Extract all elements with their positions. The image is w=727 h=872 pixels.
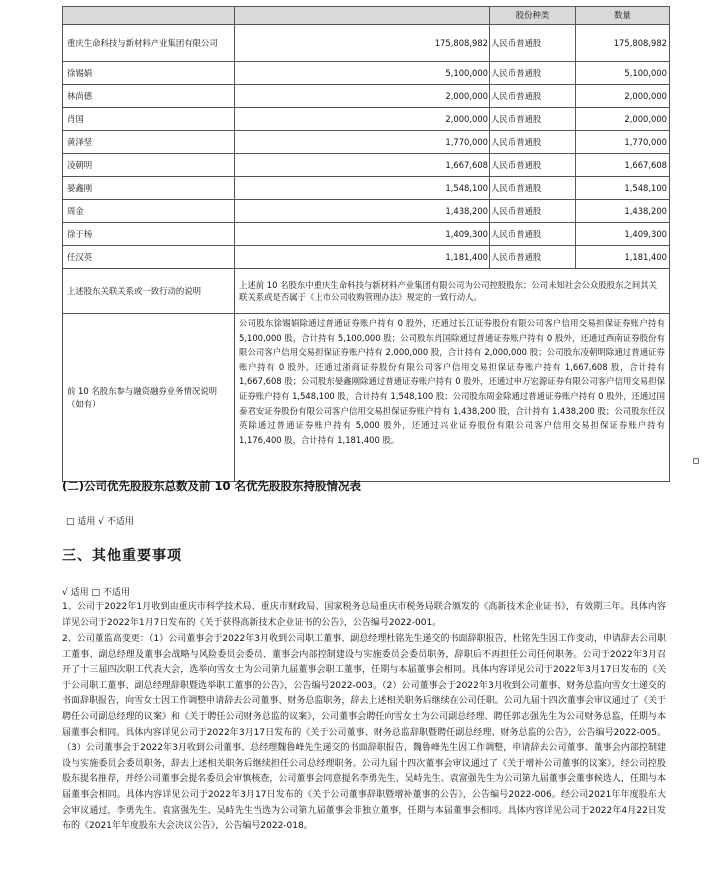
table-row [63,246,670,269]
table-row [63,85,670,108]
shareholder-name-cell: 晏鑫刚 [63,177,235,200]
shares-held-cell: 1,181,400 [235,246,490,269]
share-class-cell: 人民币普通股 [490,177,576,200]
table-row [63,269,670,314]
quantity-cell: 175,808,982 [576,25,670,62]
shareholder-name-cell: 任汉英 [63,246,235,269]
quantity-cell: 1,548,100 [576,177,670,200]
share-class-cell: 人民币普通股 [490,62,576,85]
shares-held-cell: 1,409,300 [235,223,490,246]
paragraph-2: 2、公司董监高变更：（1）公司董事会于2022年3月收到公司职工董事、副总经理杜铭先生递交的书面辞职报告，杜铭先生因工作变动，申请辞去公司职工董事、副总经理及董事会战略与风险委员会委员、董事会内部控制建设与实施委员会委员职务，辞职后不再担任公司任何职务。公司于2022年3月召开了十三届四次职工代表大会，选举向雪女士为公司第九届董事会职工董事，任期与本届董事会相同。具体内容详见公司于2022年3月17日发布的《关于公司职工董事、副总经理辞职暨选举职工董事的公告》，公告编号2022-003。（2）公司董事会于2022年3月收到公司董事、财务总监向雪女士递交的书面辞职报告，向雪女士因工作调整申请辞去公司董事、财务总监职务，辞去上述相关职务后继续在公司任职。公司九届十四次董事会审议通过了《关于聘任公司副总经理的议案》和《关于聘任公司财务总监的议案》，公司董事会聘任向雪女士为公司副总经理、聘任郭志强先生为公司财务总监，任期与本届董事会相同。具体内容详见公司于2022年3月17日发布的《关于公司董事、财务总监辞职暨聘任副总经理、财务总监的公告》，公告编号2022-005。（3）公司董事会于2022年3月收到公司董事、总经理魏鲁峰先生递交的书面辞职报告，魏鲁峰先生因工作调整，申请辞去公司董事、董事会内部控制建设与实施委员会委员职务，辞去上述相关职务后继续担任公司总经理职务。公司九届十四次董事会审议通过了《关于增补公司董事的议案》，经公司控股股东提名推荐，并经公司董事会提名委员会审慎核查，公司董事会同意提名李勇先生、吴峙先生、袁富强先生为公司第九届董事会董事候选人，任期与本届董事会相同。具体内容详见公司于2022年3月17日发布的《关于公司董事辞职暨增补董事的公告》，公告编号2022-006。经公司2021年年度股东大会审议通过，李勇先生、袁富强先生、吴峙先生当选为公司第九届董事会非独立董事，任期与本届董事会相同。具体内容详见公司于2022年4月22日发布的《2021年年度股东大会决议公告》，公告编号2022-018。 [62,634,666,832]
relation-text-cell: 上述前 10 名股东中重庆生命科技与新材料产业集团有限公司为公司控股股东；公司未知社会公众股股东之间其关联关系或是否属于《上市公司收购管理办法》规定的一致行动人。 [235,269,670,314]
shareholder-name-cell: 黄泽坚 [63,131,235,154]
paragraph-1: 1、公司于2022年1月收到由重庆市科学技术局、重庆市财政局、国家税务总局重庆市税务局联合颁发的《高新技术企业证书》，有效期三年。具体内容详见公司于2022年1月7日发布的《关于获得高新技术企业证书的公告》，公告编号2022-001。 [62,602,666,628]
shareholder-name-cell: 林尚德 [63,85,235,108]
quantity-cell: 2,000,000 [576,85,670,108]
header-share-class: 股份种类 [490,7,576,25]
quantity-cell: 2,000,000 [576,108,670,131]
share-class-cell: 人民币普通股 [490,223,576,246]
header-cell [63,7,235,25]
share-class-cell: 人民币普通股 [490,200,576,223]
quantity-cell: 1,409,300 [576,223,670,246]
shareholder-name-cell: 徐锡娟 [63,62,235,85]
shareholder-name-cell: 肖国 [63,108,235,131]
quantity-cell: 1,181,400 [576,246,670,269]
other-matters-applicable: √ 适用 □ 不适用 [62,588,130,598]
shareholder-name-cell: 凌朝明 [63,154,235,177]
preferred-shares-section-title: (二)公司优先股股东总数及前 10 名优先股股东持股情况表 [62,479,362,493]
top-10-shareholders-table [62,6,670,482]
share-class-cell: 人民币普通股 [490,25,576,62]
quantity-cell: 1,770,000 [576,131,670,154]
preferred-shares-applicable: □ 适用 √ 不适用 [66,517,134,527]
other-matters-section-title: 三、其他重要事项 [62,548,182,564]
quantity-cell: 1,438,200 [576,200,670,223]
header-quantity: 数量 [576,7,670,25]
shares-held-cell: 1,438,200 [235,200,490,223]
header-cell [235,7,490,25]
shareholder-name-cell: 周金 [63,200,235,223]
share-class-cell: 人民币普通股 [490,154,576,177]
shareholder-name-cell: 重庆生命科技与新材料产业集团有限公司 [63,25,235,62]
shareholder-name-cell: 徐于杨 [63,223,235,246]
table-row [63,25,670,62]
table-row [63,177,670,200]
table-row [63,131,670,154]
table-row [63,154,670,177]
table-row [63,223,670,246]
share-class-cell: 人民币普通股 [490,108,576,131]
table-corner-mark [693,458,699,464]
table-row [63,108,670,131]
shares-held-cell: 175,808,982 [235,25,490,62]
shares-held-cell: 1,770,000 [235,131,490,154]
table-header-row [63,7,670,25]
share-class-cell: 人民币普通股 [490,85,576,108]
share-class-cell: 人民币普通股 [490,131,576,154]
margin-text-cell: 公司股东徐锡娟除通过普通证券账户持有 0 股外，还通过长江证券股份有限公司客户信用交易担保证券账户持有 5,100,000 股，合计持有 5,100,000 股；公司股东肖国除通过普通证券账户持有 0 股外，还通过西南证券股份有限公司客户信用交易担保证券账户持有 2,000,000 股，合计持有 2,000,000 股；公司股东凌朝明除通过普通证券账户持有 0 股外，还通过浙商证券股份有限公司客户信用交易担保证券账户持有 1,667,608 股，合计持有 1,667,608 股；公司股东晏鑫刚除通过普通证券账户持有 0 股外，还通过申万宏源证券有限公司客户信用交易担保证券账户持有 1,548,100 股，合计持有 1,548,100 股；公司股东周金除通过普通证券账户持有 0 股外，还通过国泰君安证券股份有限公司客户信用交易担保证券账户持有 1,438,200 股，合计持有 1,438,200 股；公司股东任汉英除通过普通证券账户持有 5,000 股外，还通过兴业证券股份有限公司客户信用交易担保证券账户持有 1,176,400 股，合计持有 1,181,400 股。 [235,314,670,482]
quantity-cell: 1,667,608 [576,154,670,177]
relation-label-cell: 上述股东关联关系或一致行动的说明 [63,269,235,314]
shares-held-cell: 1,548,100 [235,177,490,200]
quantity-cell: 5,100,000 [576,62,670,85]
share-class-cell: 人民币普通股 [490,246,576,269]
table-row [63,200,670,223]
table-row [63,62,670,85]
shares-held-cell: 1,667,608 [235,154,490,177]
margin-label-cell: 前 10 名股东参与融资融券业务情况说明（如有） [63,314,235,482]
shares-held-cell: 2,000,000 [235,108,490,131]
shares-held-cell: 2,000,000 [235,85,490,108]
table-row [63,314,670,482]
shares-held-cell: 5,100,000 [235,62,490,85]
